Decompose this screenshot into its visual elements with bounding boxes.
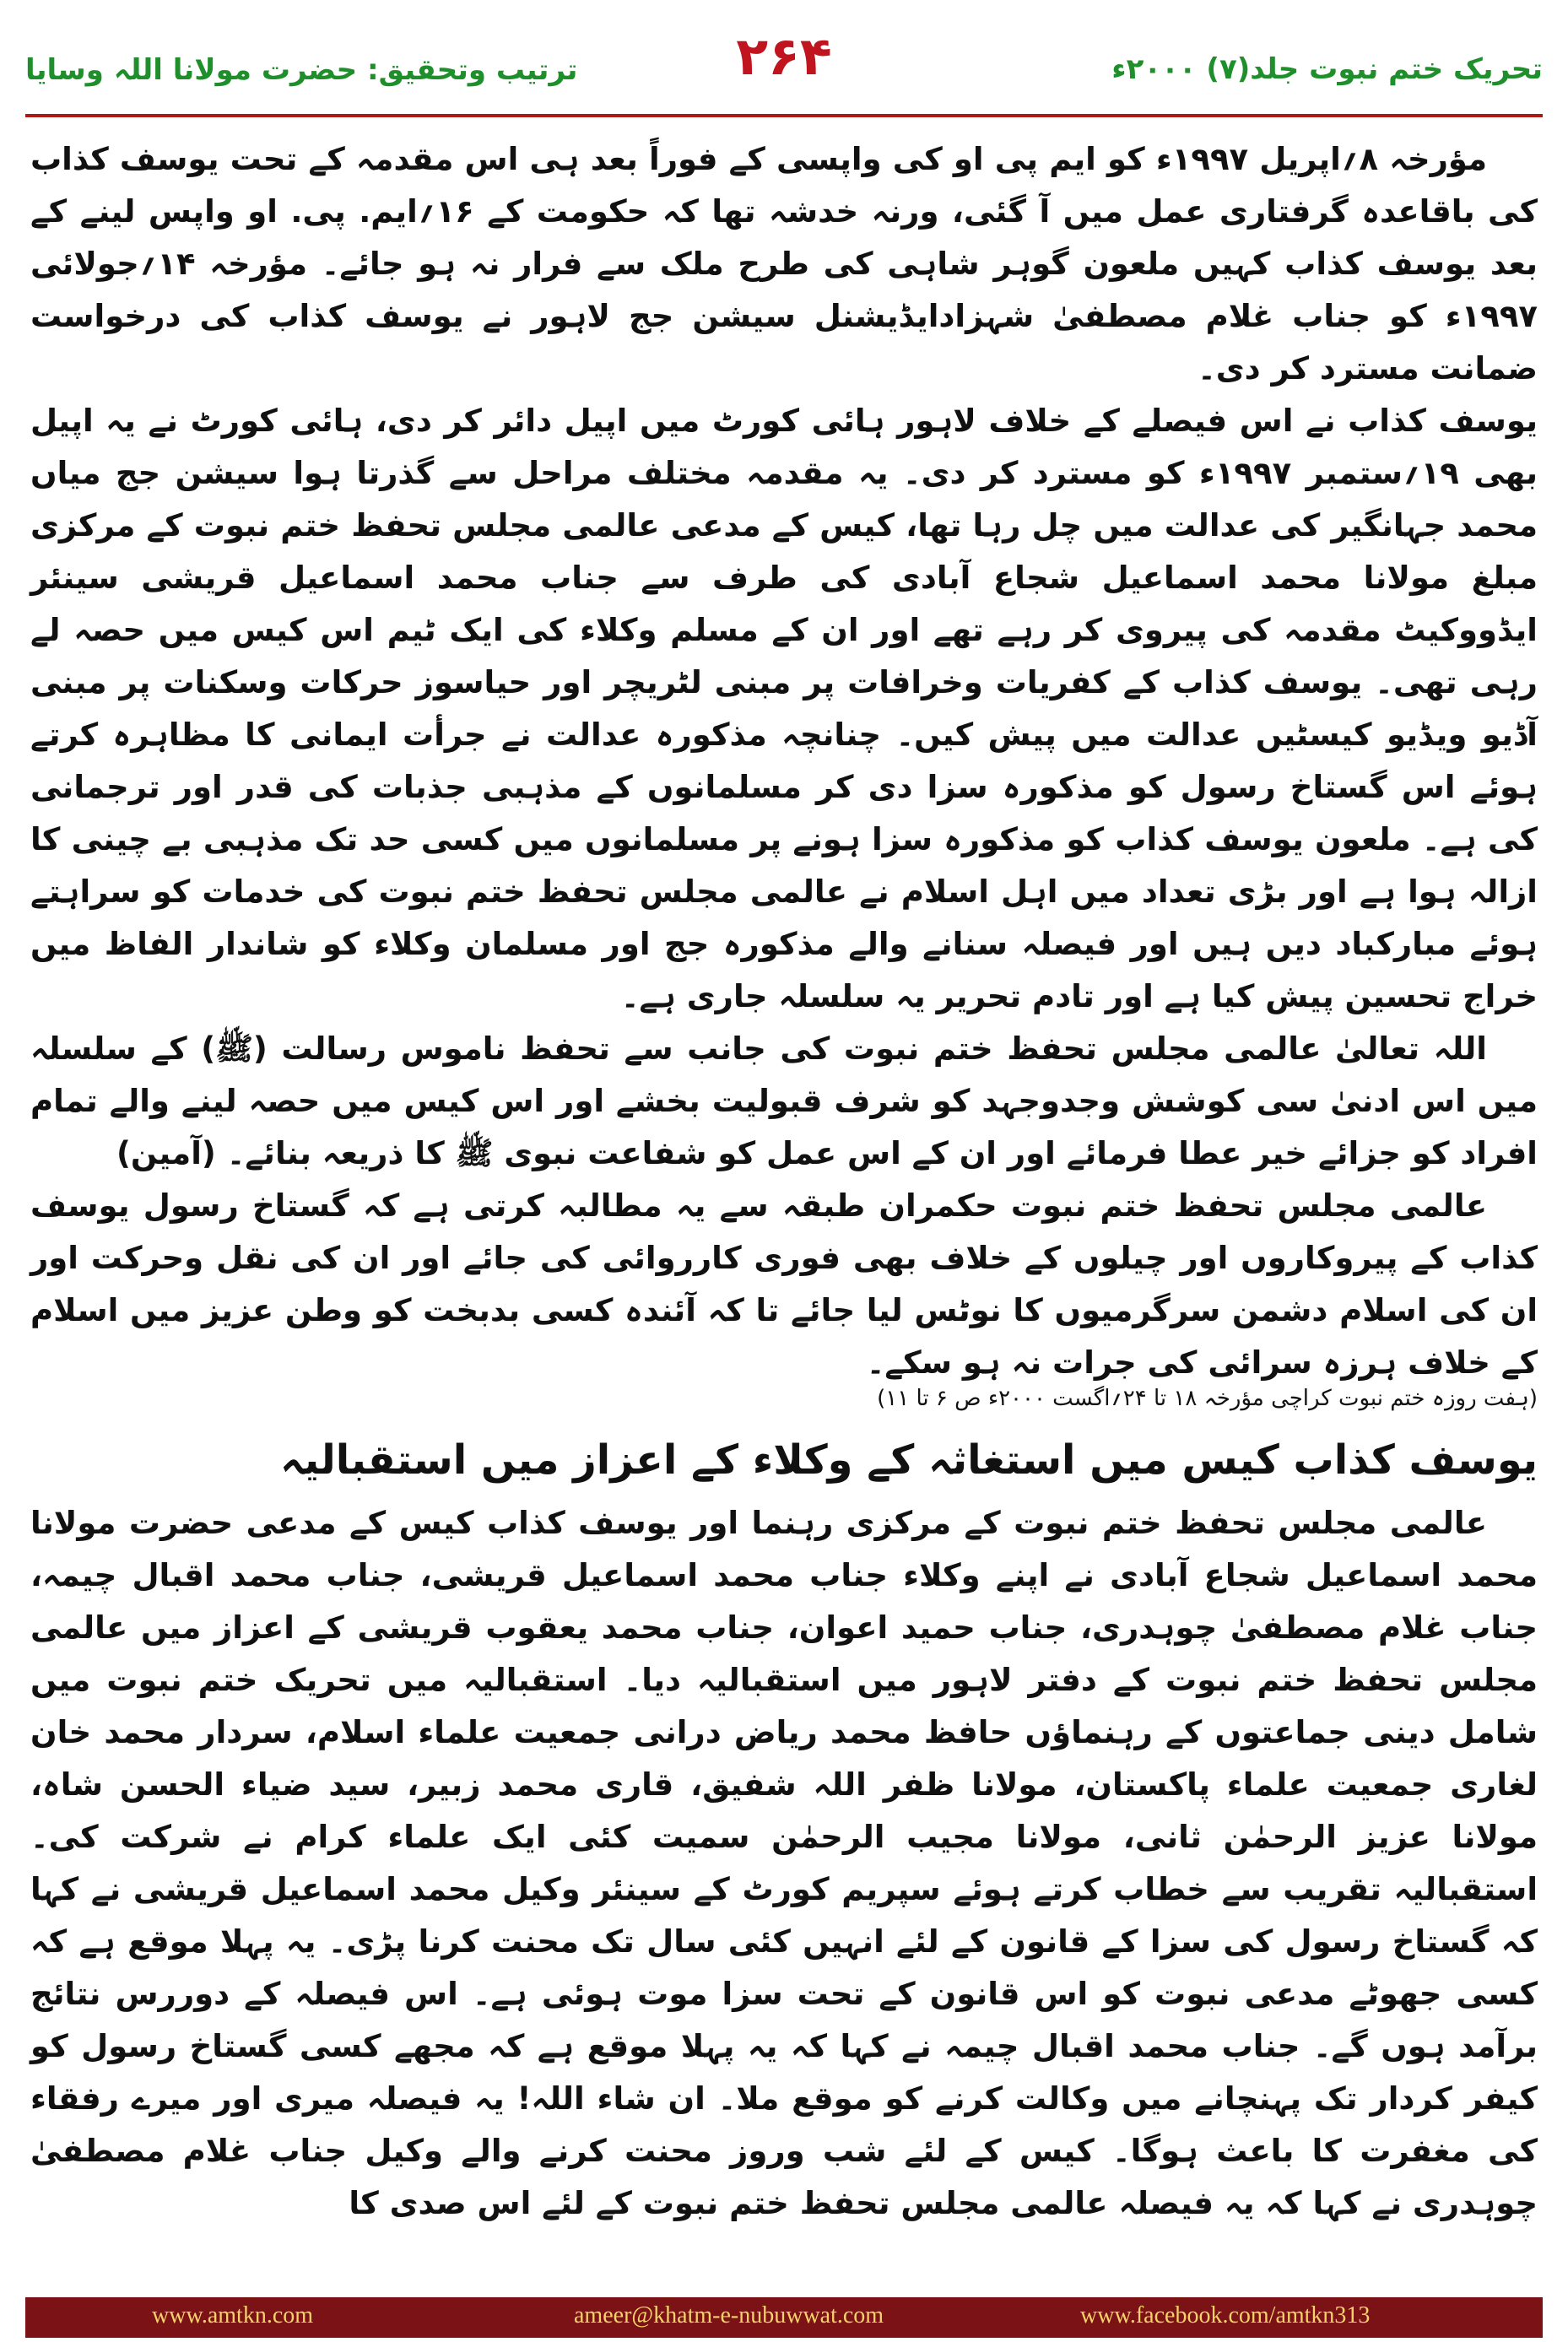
paragraph-2: یوسف کذاب نے اس فیصلے کے خلاف لاہور ہائی کورٹ میں اپیل دائر کر دی، ہائی کورٹ نے یہ اپیل بھی ۱۹؍ستمبر ۱۹۹۷ء کو مسترد کر دی۔ یہ مقدمہ مختلف مراحل سے گذرتا ہوا سیشن جج میاں محمد جہانگیر کی عدالت میں چل رہا تھا، کیس کے مدعی عالمی مجلس تحفظ ختم نبوت کے مرکزی مبلغ مولانا محمد اسماعیل شجاع آبادی کی طرف سے جناب محمد اسماعیل قریشی سینئر ایڈووکیٹ مقدمہ کی پیروی کر رہے تھے اور ان کے مسلم وکلاء کی ایک ٹیم اس کیس میں حصہ لے رہی تھی۔ یوسف کذاب کے کفریات وخرافات پر مبنی لٹریچر اور حیاسوز حرکات وسکنات پر مبنی آڈیو ویڈیو کیسٹیں عدالت میں پیش کیں۔ چنانچہ مذکورہ عدالت نے جرأت ایمانی کا مظاہرہ کرتے ہوئے اس گستاخ رسول کو مذکورہ سزا دی کر مسلمانوں کے مذہبی جذبات کی قدر اور ترجمانی کی ہے۔ ملعون یوسف کذاب کو مذکورہ سزا ہونے پر مسلمانوں میں کسی حد تک مذہبی بے چینی کا ازالہ ہوا ہے اور بڑی تعداد میں اہل اسلام نے عالمی مجلس تحفظ ختم نبوت کی خدمات کو سراہتے ہوئے مبارکباد دیں ہیں اور فیصلہ سنانے والے مذکورہ جج اور مسلمان وکلاء کو شاندار الفاظ میں خراج تحسین پیش کیا ہے اور تادم تحریر یہ سلسلہ جاری ہے۔: [30, 403, 1538, 1014]
book-title: تحریک ختم نبوت جلد(۷) ۲۰۰۰ء: [1111, 52, 1543, 86]
page-header: [25, 10, 1543, 111]
footer-email-link[interactable]: ameer@khatm-e-nubuwwat.com: [574, 2302, 884, 2328]
footer-facebook-link[interactable]: www.facebook.com/amtkn313: [1080, 2302, 1371, 2328]
page-body: [30, 133, 1538, 2230]
compiler-credit: ترتیب وتحقیق: حضرت مولانا اللہ وسایا: [25, 53, 578, 87]
paragraph-3: اللہ تعالیٰ عالمی مجلس تحفظ ختم نبوت کی جانب سے تحفظ ناموس رسالت (ﷺ) کے سلسلہ میں اس ادنیٰ سی کوشش وجدوجہد کو شرف قبولیت بخشے اور اس کیس میں حصہ لینے والے تمام افراد کو جزائے خیر عطا فرمائے اور ان کے اس عمل کو شفاعت نبوی ﷺ کا ذریعہ بنائے۔ (آمین): [30, 1030, 1538, 1171]
page-footer: [25, 2297, 1543, 2338]
header-divider: [25, 114, 1543, 117]
paragraph-1: مؤرخہ ۸؍اپریل ۱۹۹۷ء کو ایم پی او کی واپسی کے فوراً بعد ہی اس مقدمہ کے تحت یوسف کذاب کی باقاعدہ گرفتاری عمل میں آ گئی، ورنہ خدشہ تھا کہ حکومت کے ۱۶؍ایم. پی. او واپس لینے کے بعد یوسف کذاب کہیں ملعون گوہر شاہی کی طرح ملک سے فرار نہ ہو جائے۔ مؤرخہ ۱۴؍جولائی ۱۹۹۷ء کو جناب غلام مصطفیٰ شہزادایڈیشنل سیشن جج لاہور نے یوسف کذاب کی درخواست ضمانت مسترد کر دی۔: [30, 141, 1538, 387]
footer-website-link[interactable]: www.amtkn.com: [152, 2302, 314, 2328]
page-number: ۲۶۴: [736, 25, 832, 87]
section-heading: یوسف کذاب کیس میں استغاثہ کے وکلاء کے اعزاز میں استقبالیہ: [280, 1436, 1538, 1484]
source-reference: (ہفت روزہ ختم نبوت کراچی مؤرخہ ۱۸ تا ۲۴؍اگست ۲۰۰۰ء ص ۶ تا ۱۱): [877, 1386, 1538, 1411]
section-paragraph: عالمی مجلس تحفظ ختم نبوت کے مرکزی رہنما اور یوسف کذاب کیس کے مدعی حضرت مولانا محمد اسماعیل شجاع آبادی نے اپنے وکلاء جناب محمد اسماعیل قریشی، جناب محمد اقبال چیمہ، جناب غلام مصطفیٰ چوہدری، جناب حمید اعوان، جناب محمد یعقوب قریشی کے اعزاز میں عالمی مجلس تحفظ ختم نبوت کے دفتر لاہور میں استقبالیہ دیا۔ استقبالیہ میں تحریک ختم نبوت میں شامل دینی جماعتوں کے رہنماؤں حافظ محمد ریاض درانی جمعیت علماء اسلام، سردار محمد خان لغاری جمعیت علماء پاکستان، مولانا ظفر اللہ شفیق، قاری محمد زبیر، سید ضیاء الحسن شاہ، مولانا عزیز الرحمٰن ثانی، مولانا مجیب الرحمٰن سمیت کئی ایک علماء کرام نے شرکت کی۔ استقبالیہ تقریب سے خطاب کرتے ہوئے سپریم کورٹ کے سینئر وکیل محمد اسماعیل قریشی نے کہا کہ گستاخ رسول کی سزا کے قانون کے لئے انہیں کئی سال تک محنت کرنا پڑی۔ یہ پہلا موقع ہے کہ کسی جھوٹے مدعی نبوت کو اس قانون کے تحت سزا موت ہوئی ہے۔ اس فیصلہ کے دوررس نتائج برآمد ہوں گے۔ جناب محمد اقبال چیمہ نے کہا کہ یہ پہلا موقع ہے کہ مجھے کسی گستاخ رسول کو کیفر کردار تک پہنچانے میں وکالت کرنے کو موقع ملا۔ ان شاء اللہ! یہ فیصلہ میری اور میرے رفقاء کی مغفرت کا باعث ہوگا۔ کیس کے لئے شب وروز محنت کرنے والے وکیل جناب غلام مصطفیٰ چوہدری نے کہا کہ یہ فیصلہ عالمی مجلس تحفظ ختم نبوت کے لئے اس صدی کا: [30, 1505, 1538, 2221]
paragraph-4: عالمی مجلس تحفظ ختم نبوت حکمران طبقہ سے یہ مطالبہ کرتی ہے کہ گستاخ رسول یوسف کذاب کے پیروکاروں اور چیلوں کے خلاف بھی فوری کارروائی کی جائے اور ان کی نقل وحرکت اور ان کی اسلام دشمن سرگرمیوں کا نوٹس لیا جائے تا کہ آئندہ کسی بدبخت کو وطن عزیز میں اسلام کے خلاف ہرزہ سرائی کی جرات نہ ہو سکے۔: [30, 1187, 1538, 1381]
